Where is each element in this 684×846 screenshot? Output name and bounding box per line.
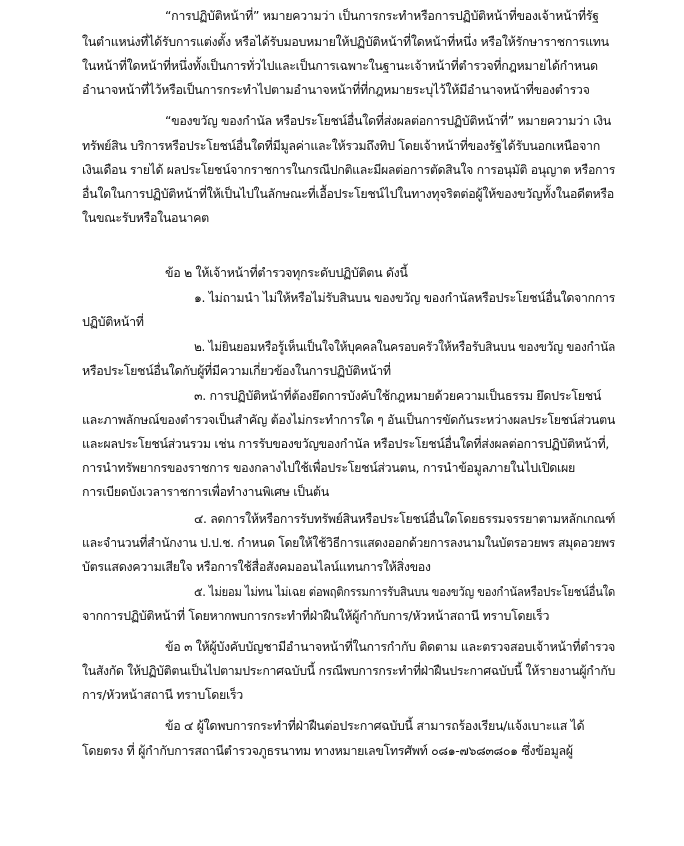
clause2-item3-line-4: การนำทรัพยากรของราชการ ของกลางไปใช้เพื่อประโยชน์ส่วนตน, การนำข้อมูลภายในไปเปิดเผย <box>82 460 575 475</box>
def-duty-line-1: “การปฏิบัติหน้าที่” หมายความว่า เป็นการกระทำหรือการปฏิบัติหน้าที่ของเจ้าหน้าที่รัฐ <box>165 8 599 23</box>
def-gift-line-1: “ของขวัญ ของกำนัล หรือประโยชน์อื่นใดที่ส่งผลต่อการปฏิบัติหน้าที่” หมายความว่า เงิน <box>165 113 612 128</box>
def-gift-line-2: ทรัพย์สิน บริการหรือประโยชน์อื่นใดที่มีมูลค่าและให้รวมถึงทิป โดยเจ้าหน้าที่ของรัฐได้รับนอกเหนือจาก <box>82 138 600 153</box>
def-gift-line-4: อื่นใดในการปฏิบัติหน้าที่ให้เป็นไปในลักษณะที่เอื้อประโยชน์ไปในทางทุจริตต่อผู้ให้ของขวัญทั้งในอดีตหรือ <box>82 186 614 201</box>
clause2-item2-line-2: หรือประโยชน์อื่นใดกับผู้ที่มีความเกี่ยวข้องในการปฏิบัติหน้าที่ <box>82 363 391 378</box>
clause4-line-2: โดยตรง ที่ ผู้กำกับการสถานีตำรวจภูธรนาทม ทางหมายเลขโทรศัพท์ ๐๘๑-๗๖๘๓๘๐๑ ซึ่งข้อมูลผู้ <box>82 743 573 758</box>
clause2-item4-line-1: ๔. ลดการให้หรือการรับทรัพย์สินหรือประโยชน์อื่นใดโดยธรรมจรรยาตามหลักเกณฑ์ <box>194 511 615 526</box>
def-duty-line-4: อำนาจหน้าที่ไว้หรือเป็นการกระทำไปตามอำนาจหน้าที่ที่กฎหมายระบุไว้ให้มีอำนาจหน้าที่ของตำรวจ <box>82 82 590 97</box>
def-gift-line-3: เงินเดือน รายได้ ผลประโยชน์จากราชการในกรณีปกติและมีผลต่อการตัดสินใจ การอนุมัติ อนุญาต หรือการ <box>82 162 615 177</box>
clause2-item5-line-1: ๕. ไม่ยอม ไม่ทน ไม่เฉย ต่อพฤติกรรมการรับสินบน ของขวัญ ของกำนัลหรือประโยชน์อื่นใด <box>194 584 615 599</box>
clause2-item3-line-1: ๓. การปฏิบัติหน้าที่ต้องยึดการบังคับใช้กฎหมายด้วยความเป็นธรรม ยึดประโยชน์ <box>194 388 602 403</box>
clause2-item3-line-2: และภาพลักษณ์ของตำรวจเป็นสำคัญ ต้องไม่กระทำการใด ๆ อันเป็นการขัดกันระหว่างผลประโยชน์ส่วนตน <box>82 412 615 427</box>
clause2-item5-line-2: จากการปฏิบัติหน้าที่ โดยหากพบการกระทำที่ฝ่าฝืนให้ผู้กำกับการ/หัวหน้าสถานี ทราบโดยเร็ว <box>82 608 550 623</box>
clause2-item1-line-1: ๑. ไม่ถามนำ ไม่ให้หรือไม่รับสินบน ของขวัญ ของกำนัลหรือประโยชน์อื่นใดจากการ <box>194 290 615 305</box>
def-duty-line-3: ในหน้าที่ใดหน้าที่หนึ่งทั้งเป็นการทั่วไปและเป็นการเฉพาะในฐานะเจ้าหน้าที่ตำรวจที่กฎหมายได้กำหนด <box>82 58 598 73</box>
clause2-item3-line-5: การเบียดบังเวลาราชการเพื่อทำงานพิเศษ เป็นต้น <box>82 484 329 499</box>
def-duty-line-2: ในตำแหน่งที่ได้รับการแต่งตั้ง หรือได้รับมอบหมายให้ปฏิบัติหน้าที่ใดหน้าที่หนึ่ง หรือให้รักษาราชการแทน <box>82 34 609 49</box>
clause2-item2-line-1: ๒. ไม่ยินยอมหรือรู้เห็นเป็นใจให้บุคคลในครอบครัวให้หรือรับสินบน ของขวัญ ของกำนัล <box>194 339 615 354</box>
clause2-item1-line-2: ปฏิบัติหน้าที่ <box>82 314 144 329</box>
clause4-line-1: ข้อ ๔ ผู้ใดพบการกระทำที่ฝ่าฝืนต่อประกาศฉบับนี้ สามารถร้องเรียน/แจ้งเบาะแส ได้ <box>165 718 585 733</box>
def-gift-line-5: ในขณะรับหรือในอนาคต <box>82 210 209 225</box>
clause3-line-1: ข้อ ๓ ให้ผู้บังคับบัญชามีอำนาจหน้าที่ในการกำกับ ติดตาม และตรวจสอบเจ้าหน้าที่ตำรวจ <box>165 639 615 654</box>
clause3-line-2: ในสังกัด ให้ปฏิบัติตนเป็นไปตามประกาศฉบับนี้ กรณีพบการกระทำที่ฝ่าฝืนประกาศฉบับนี้ ให้รายงานผู้กำกับ <box>82 663 615 678</box>
clause2-title: ข้อ ๒ ให้เจ้าหน้าที่ตำรวจทุกระดับปฏิบัติตน ดังนี้ <box>165 265 408 280</box>
clause2-item4-line-3: บัตรแสดงความเสียใจ หรือการใช้สื่อสังคมออนไลน์แทนการให้สิ่งของ <box>82 559 431 574</box>
clause3-line-3: การ/หัวหน้าสถานี ทราบโดยเร็ว <box>82 687 243 702</box>
clause2-item4-line-2: และจำนวนที่สำนักงาน ป.ป.ช. กำหนด โดยให้ใช้วิธีการแสดงออกด้วยการลงนามในบัตรอวยพร สมุดอวยพร <box>82 535 615 550</box>
clause2-item3-line-3: และผลประโยชน์ส่วนรวม เช่น การรับของขวัญของกำนัล หรือประโยชน์อื่นใดที่ส่งผลต่อการปฏิบัติหน้าที่, <box>82 436 610 451</box>
